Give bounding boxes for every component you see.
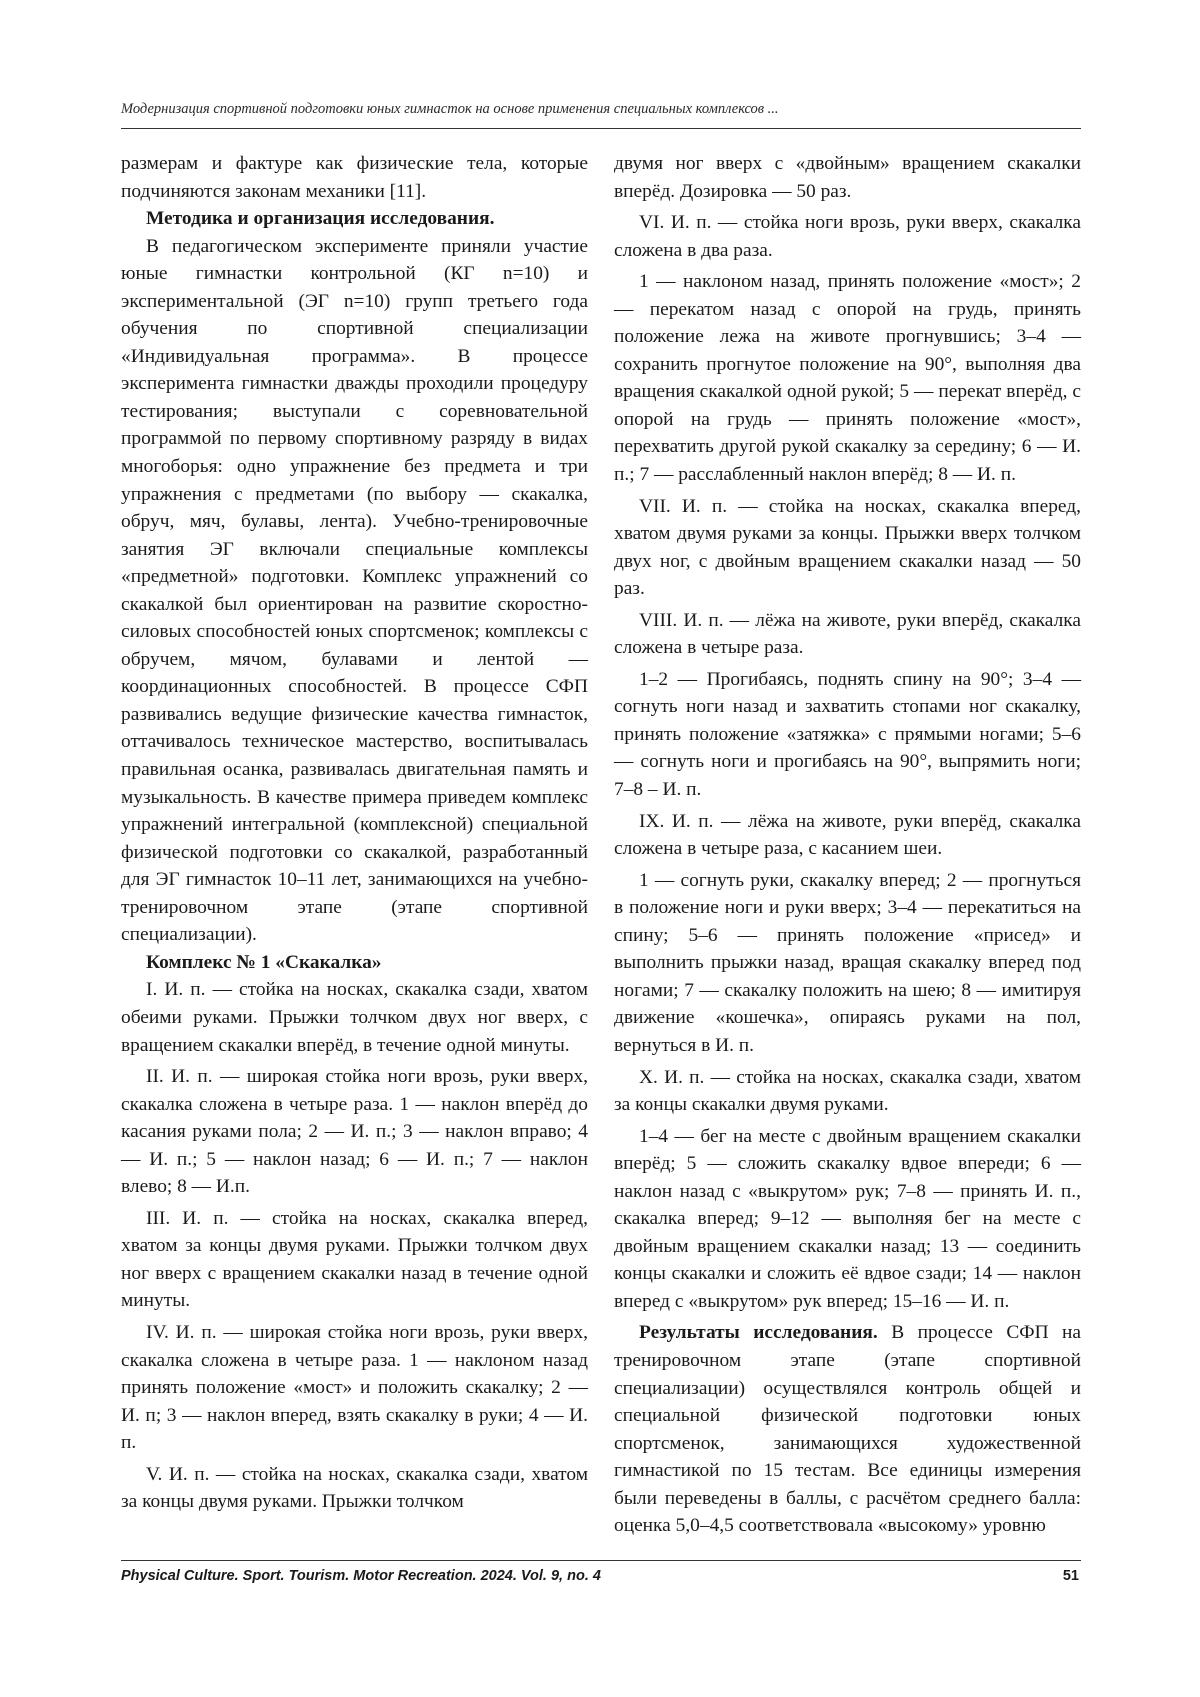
exercise-10-steps: 1–4 — бег на месте с двойным вращением скакалки вперёд; 5 — сложить скакалку вдвое впереди; 6 — наклон назад с «выкрутом» рук; 7–8 — принять И. п., скакалка вперед; 9–12 — выполняя бег на месте с двойным вращением скакалки назад; 13 — соединить концы скакалки и сложить её вдвое сзади; 14 — наклон вперед с «выкрутом» рук вперед; 15–16 — И. п. bbox=[614, 1125, 1081, 1312]
paragraph-methods: В педагогическом эксперименте приняли участие юные гимнастки контрольной (КГ n=10) и экспериментальной (ЭГ n=10) групп третьего года обучения по спортивной специализации «Индивидуальная программа». В процессе эксперимента гимнастки дважды проходили процедуру тестирования; выступали с соревновательной программой по первому спортивному разряду в видах многоборья: одно упражнение без предмета и три упражнения с предметами (по выбору — скакалка, обруч, мяч, булавы, лента). Учебно-тренировочные занятия ЭГ включали специальные комплексы «предметной» подготовки. Комплекс упражнений со скакалкой был ориентирован на развитие скоростно-силовых способностей юных спортсменок; комплексы с обручем, мячом, булавами и лентой — координационных способностей. В процессе СФП развивались ведущие физические качества гимнасток, оттачивалось техническое мастерство, воспитывалась правильная осанка, развивалась двигательная память и музыкальность. В качестве примера приведем комплекс упражнений интегральной (комплексной) специальной физической подготовки со скакалкой, разработанный для ЭГ гимнасток 10–11 лет, занимающихся на учебно-тренировочном этапе (этапе спортивной специализации). bbox=[121, 235, 588, 946]
exercise-2: II. И. п. — широкая стойка ноги врозь, руки вверх, скакалка сложена в четыре раза. 1 — наклон вперёд до касания руками пола; 2 — И. п.; 3 — наклон вправо; 4 — И. п.; 5 — наклон назад; 6 — И. п.; 7 — наклон влево; 8 — И.п. bbox=[121, 1066, 588, 1198]
running-header: Модернизация спортивной подготовки юных гимнасток на основе применения специальных комплексов ... bbox=[121, 101, 779, 117]
exercise-9: IX. И. п. — лёжа на животе, руки вперёд, скакалка сложена в четыре раза, с касанием шеи. bbox=[614, 810, 1081, 860]
exercise-5-continuation: двумя ног вверх с «двойным» вращением скакалки вперёд. Дозировка — 50 раз. bbox=[614, 153, 1081, 202]
exercise-3: III. И. п. — стойка на носках, скакалка вперед, хватом за концы двумя руками. Прыжки толчком двух ног вверх с вращением скакалки назад в течение одной минуты. bbox=[121, 1207, 588, 1312]
paragraph-continuation: размерам и фактуре как физические тела, которые подчиняются законам механики [11]. bbox=[121, 153, 588, 202]
results-text: В процессе СФП на тренировочном этапе (этапе спортивной специализации) осуществлялся контроль общей и специальной физической подготовки юных спортсменок, занимающихся художественной гимнастикой по 15 тестам. Все единицы измерения были переведены в баллы, с расчётом среднего балла: оценка 5,0–4,5 соответствовала «высокому» уровню bbox=[614, 1322, 1082, 1537]
exercise-8: VIII. И. п. — лёжа на животе, руки вперёд, скакалка сложена в четыре раза. bbox=[614, 609, 1081, 659]
exercise-9-steps: 1 — согнуть руки, скакалку вперед; 2 — прогнуться в положение ноги и руки вверх; 3–4 — перекатиться на спину; 5–6 — принять положение «присед» и выполнить прыжки назад, вращая скакалку вперед под ногами; 7 — скакалку положить на шею; 8 — имитируя движение «кошечка», опираясь руками на пол, вернуться в И. п. bbox=[614, 869, 1081, 1056]
results-heading: Результаты исследования. bbox=[639, 1322, 878, 1344]
right-column bbox=[614, 150, 1081, 1540]
exercise-1: I. И. п. — стойка на носках, скакалка сзади, хватом обеими руками. Прыжки толчком двух ног вверх, с вращением скакалки вперёд, в течение одной минуты. bbox=[121, 979, 588, 1056]
page-number: 51 bbox=[1062, 1568, 1079, 1584]
exercise-7: VII. И. п. — стойка на носках, скакалка вперед, хватом двумя руками за концы. Прыжки вверх толчком двух ног, с двойным вращением скакалки назад — 50 раз. bbox=[614, 495, 1081, 600]
exercise-5: V. И. п. — стойка на носках, скакалка сзади, хватом за концы двумя руками. Прыжки толчком bbox=[121, 1463, 588, 1513]
section-heading-methods: Методика и организация исследования. bbox=[146, 208, 495, 230]
left-column bbox=[121, 150, 588, 1516]
header-rule bbox=[121, 128, 1081, 129]
exercise-6: VI. И. п. — стойка ноги врозь, руки вверх, скакалка сложена в два раза. bbox=[614, 212, 1081, 261]
exercise-8-steps: 1–2 — Прогибаясь, поднять спину на 90°; 3–4 — согнуть ноги назад и захватить стопами ног скакалку, принять положение «затяжка» с прямыми ногами; 5–6 — согнуть ноги и прогибаясь на 90°, выпрямить ноги; 7–8 – И. п. bbox=[614, 668, 1081, 801]
exercise-4: IV. И. п. — широкая стойка ноги врозь, руки вверх, скакалка сложена в четыре раза. 1 — наклоном назад принять положение «мост» и положить скакалку; 2 — И. п; 3 — наклон вперед, взять скакалку в руки; 4 — И. п. bbox=[121, 1321, 588, 1454]
complex-heading: Комплекс № 1 «Скакалка» bbox=[146, 951, 382, 973]
exercise-10: X. И. п. — стойка на носках, скакалка сзади, хватом за концы скакалки двумя руками. bbox=[614, 1066, 1081, 1116]
paragraph-results bbox=[614, 1319, 1081, 1539]
footer-rule bbox=[121, 1560, 1081, 1561]
exercise-6-steps: 1 — наклоном назад, принять положение «мост»; 2 — перекатом назад с опорой на грудь, принять положение лежа на животе прогнувшись; 3–4 — сохранить прогнутое положение на 90°, выполняя два вращения скакалкой одной рукой; 5 — перекат вперёд, с опорой на грудь — принять положение «мост», перехватить другой рукой скакалку за середину; 6 — И. п.; 7 — расслабленный наклон вперёд; 8 — И. п. bbox=[614, 271, 1081, 486]
journal-footer: Physical Culture. Sport. Tourism. Motor Recreation. 2024. Vol. 9, no. 4 bbox=[121, 1568, 601, 1584]
